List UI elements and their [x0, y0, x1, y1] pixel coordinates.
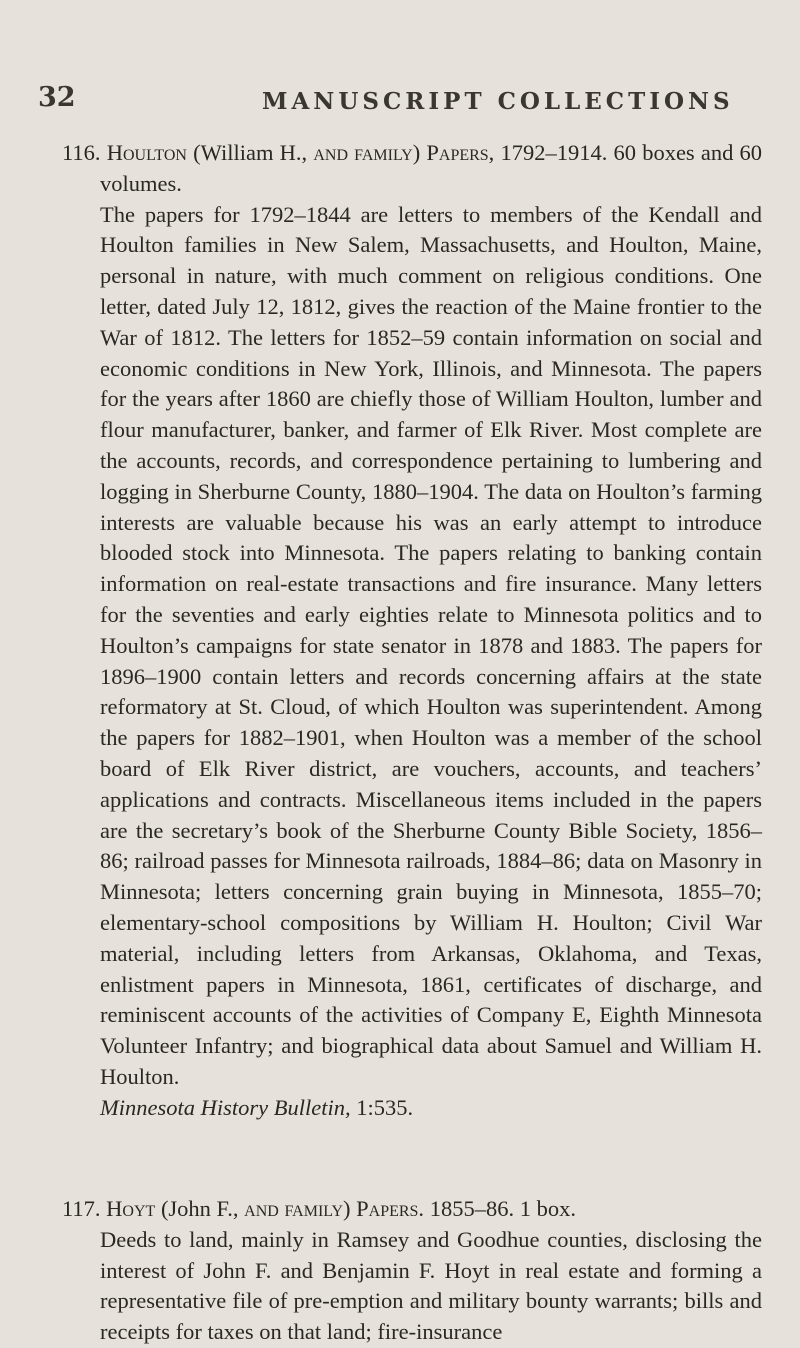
entry-extent: 1792–1914. 60 boxes and 60 volumes. [100, 140, 763, 196]
running-title: MANUSCRIPT COLLECTIONS [262, 88, 734, 115]
entry-papers: Papers. [356, 1196, 425, 1221]
citation-ref: 1:535. [356, 1094, 414, 1120]
entry-number: 117. [62, 1196, 101, 1221]
entry-papers: Papers, [426, 140, 495, 165]
catalog-entry-117 [62, 1194, 762, 1348]
citation-title: Minnesota History Bulletin, [100, 1094, 351, 1120]
entry-description: The papers for 1792–1844 are letters to members of the Kendall and Houlton families in New Salem, Massachusetts, and Houlton, Maine, personal in nature, with much comment on religious conditions. One letter, dated July 12, 1812, gives the reaction of the Maine frontier to the War of 1812. The letters for 1852–59 contain information on social and economic conditions in New York, Illinois, and Minnesota. The papers for the years after 1860 are chiefly those of William Houlton, lumber and flour manufacturer, banker, and farmer of Elk River. Most complete are the accounts, records, and correspondence pertaining to lumbering and logging in Sherburne County, 1880–1904. The data on Houlton’s farming interests are valuable because his was an early attempt to introduce blooded stock into Minnesota. The papers relating to banking contain information on real-estate transactions and fire insurance. Many letters for the seventies and early eighties relate to Minnesota politics and to Houlton’s campaigns for state senator in 1878 and 1883. The papers for 1896–1900 contain letters and records concerning affairs at the state reformatory at St. Cloud, of which Houlton was superintendent. Among the papers for 1882–1901, when Houlton was a member of the school board of Elk River district, are vouchers, accounts, and teachers’ applications and contracts. Miscellaneous items included in the papers are the secretary’s book of the Sherburne County Bible Society, 1856–86; railroad passes for Minnesota railroads, 1884–86; data on Masonry in Minnesota; letters concerning grain buying in Minnesota, 1855–70; elementary-school compositions by William H. Houlton; Civil War material, including letters from Arkansas, Oklahoma, and Texas, enlistment papers in Minnesota, 1861, certificates of discharge, and reminiscent accounts of the activities of Company E, Eighth Minnesota Volunteer Infantry; and biographical data about Samuel and William H. Houlton. [100, 201, 762, 1089]
entry-extent: 1855–86. 1 box. [429, 1196, 576, 1221]
entry-surname: Houlton [106, 140, 187, 165]
entry-heading [62, 138, 762, 200]
entry-description: Deeds to land, mainly in Ramsey and Goodhue counties, disclosing the interest of John F. and Benjamin F. Hoyt in real estate and forming a representative file of pre-emption and military bounty warrants; bills and receipts for taxes on that land; fire-insurance [100, 1226, 762, 1345]
entry-citation [62, 1093, 762, 1124]
entry-names: (William H., [193, 140, 308, 165]
catalog-entry-116 [62, 138, 762, 1124]
entry-family: and family) [244, 1196, 351, 1221]
page-header [30, 82, 760, 122]
entry-number: 116. [62, 140, 101, 165]
page-number: 32 [38, 82, 76, 113]
entry-heading [62, 1194, 762, 1225]
entry-family: and family) [313, 140, 421, 165]
entry-names: (John F., [160, 1196, 239, 1221]
entry-surname: Hoyt [106, 1196, 156, 1221]
